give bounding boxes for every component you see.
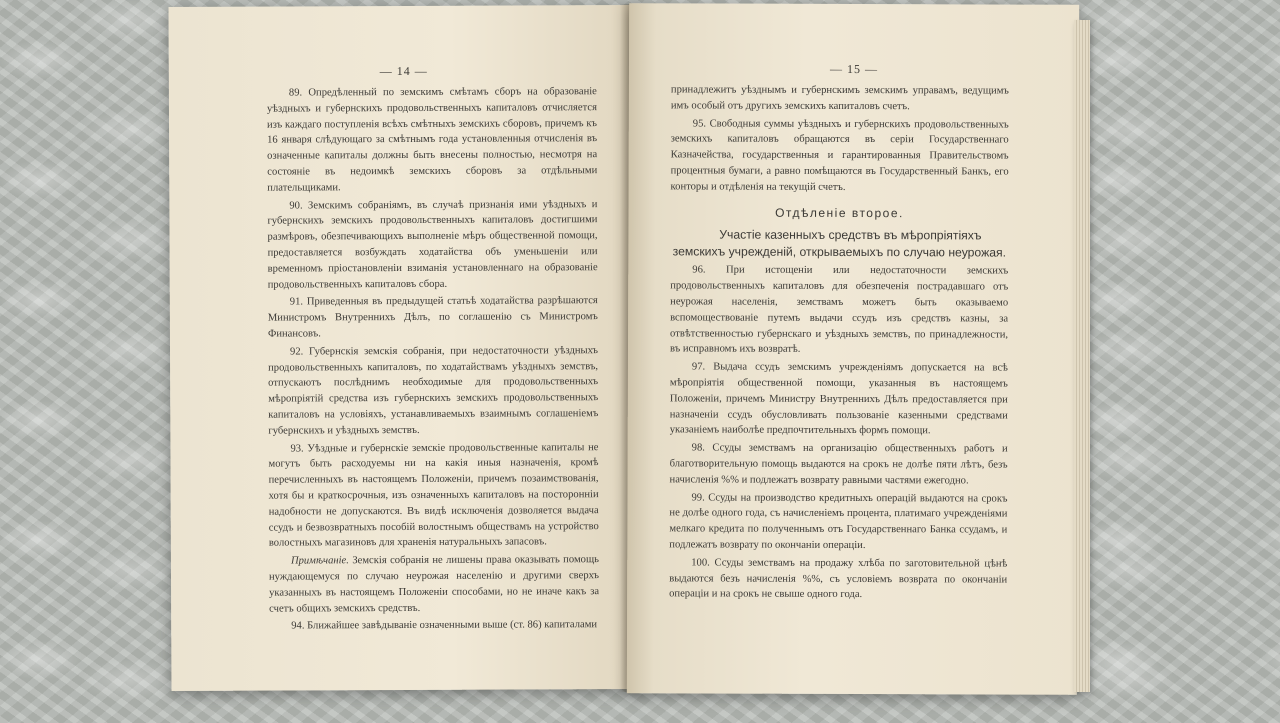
right-page (627, 3, 1079, 695)
article-92: 92. Губернскія земскія собранія, при недостаточности уѣздныхъ продовольственныхъ капиталовъ, по ходатайствамъ уѣздныхъ земствъ, отпускаютъ послѣднимъ необходимые для продовольственныхъ мѣропріятій средства изъ губернскихъ земскихъ продовольственныхъ капиталовъ на условіяхъ, устанавливаемыхъ взаимнымъ соглашеніемъ губернскихъ и уѣздныхъ земствъ. (268, 344, 599, 437)
article-94: 94. Ближайшее завѣдываніе означенными выше (ст. 86) капиталами (291, 619, 598, 632)
article-96: 96. При истощеніи или недостаточности земскихъ продовольственныхъ капиталовъ для обезпеченія пострадавшаго отъ неурожая населенія, земствамъ можетъ быть оказываемо вспомоществованіе путемъ выдачи ссудъ изъ средствъ казны, за отвѣтственностью губернскаго и уѣздныхъ земствъ, по принадлежности, въ исправномъ ихъ возвратѣ. (669, 264, 1009, 356)
left-page-text (169, 84, 641, 635)
right-page-text (627, 82, 1079, 604)
article-99: 99. Ссуды на производство кредитныхъ операцій выдаются на срокъ не долѣе одного года, съ начисленіемъ процента, платимаго учрежденіями мелкаго кредита по полученнымъ отъ Государственнаго Банка ссудамъ, и подлежатъ возврату по окончаніи операціи. (669, 491, 1008, 551)
article-95: 95. Свободныя суммы уѣздныхъ и губернскихъ продовольственныхъ земскихъ капиталовъ обращаются въ серіи Государственнаго Казначейства, государственныя и гарантированныя Правительствомъ процентныя бумаги, а равно помѣщаются въ Государственный Банкъ, его конторы и отдѣленія на текущій счетъ. (670, 118, 1009, 193)
page-number-left: — 14 — (379, 63, 428, 79)
article-94-continuation: принадлежитъ уѣзднымъ и губернскимъ земскимъ управамъ, ведущимъ имъ особый отъ другихъ земскихъ капиталовъ счетъ. (670, 84, 1009, 112)
note-text: Земскія собранія не лишены права оказывать помощь нуждающемуся по случаю неурожая населенію и другими сверхъ указанныхъ въ настоящемъ Положеніи способами, но не иначе какъ за счетъ общихъ земскихъ средствъ. (268, 554, 600, 615)
page-stack-edge (1074, 20, 1090, 692)
section-title: Участіе казенныхъ средствъ въ мѣропріятіяхъ земскихъ учрежденій, открываемыхъ по случаю неурожая. (672, 227, 1007, 260)
article-98: 98. Ссуды земствамъ на организацію общественныхъ работъ и благотворительную помощь выдаются на срокъ не долѣе пяти лѣтъ, безъ начисленія %% и подлежатъ возврату равными частями ежегодно. (669, 442, 1008, 487)
article-97: 97. Выдача ссудъ земскимъ учрежденіямъ допускается на всѣ мѣропріятія общественной помощи, указанныя въ настоящемъ Положеніи, причемъ Министру Внутреннихъ Дѣлъ предоставляется при назначеніи ссудъ обусловливать пользованіе казенными средствами указаніемъ наиболѣе предпочтительныхъ формъ помощи. (669, 361, 1008, 437)
article-93: 93. Уѣздные и губернскіе земскіе продовольственные капиталы не могутъ быть расходуемы ни на какія иныя назначенія, кромѣ перечисленныхъ въ настоящемъ Положеніи, причемъ позаимствованія, хотя бы и краткосрочныя, изъ означенныхъ капиталовъ на посторонніи надобности не допускаются. Въ видѣ исключенія дозволяется выдача ссудъ и безвозвратныхъ пособій волостнымъ обществамъ на устройство волостныхъ магазиновъ для храненія натуральныхъ запасовъ. (268, 441, 599, 549)
section-heading: Отдѣленіе второе. (775, 205, 904, 220)
article-89: 89. Опредѣленный по земскимъ смѣтамъ сборъ на образованіе уѣздныхъ и губернскихъ продовольственныхъ капиталовъ отчисляется изъ каждаго поступленія всѣхъ смѣтныхъ земскихъ сборовъ, причемъ къ 16 января слѣдующаго за смѣтнымъ года установленныя отчисленія въ означенные капиталы должны быть внесены полностью, несмотря на состояніе въ недоимкѣ земскихъ сборовъ за отдѣльными плательщиками. (266, 86, 598, 194)
page-number-right: — 15 — (829, 61, 879, 77)
article-90: 90. Земскимъ собраніямъ, въ случаѣ признанія ими уѣздныхъ и губернскихъ земскихъ продовольственныхъ капиталовъ достигшими размѣровъ, обезпечивающихъ выполненіе мѣръ общественной помощи, предоставляется возбуждать ходатайства объ уменьшеніи или временномъ пріостановленіи взиманія установленнаго на образованіе продовольственныхъ капиталовъ сбора. (267, 198, 598, 291)
note-paragraph (269, 552, 599, 617)
article-91: 91. Приведенныя въ предыдущей статьѣ ходатайства разрѣшаются Министромъ Внутреннихъ Дѣлъ, по соглашенію съ Министромъ Финансовъ. (267, 295, 598, 340)
note-label: Примѣчаніе. (290, 555, 349, 567)
left-page (169, 5, 642, 691)
article-100: 100. Ссуды земствамъ на продажу хлѣба по заготовительной цѣнѣ выдаются безъ начисленія %%, съ условіемъ возврата по окончаніи операціи и на срокъ не свыше одного года. (669, 557, 1008, 601)
